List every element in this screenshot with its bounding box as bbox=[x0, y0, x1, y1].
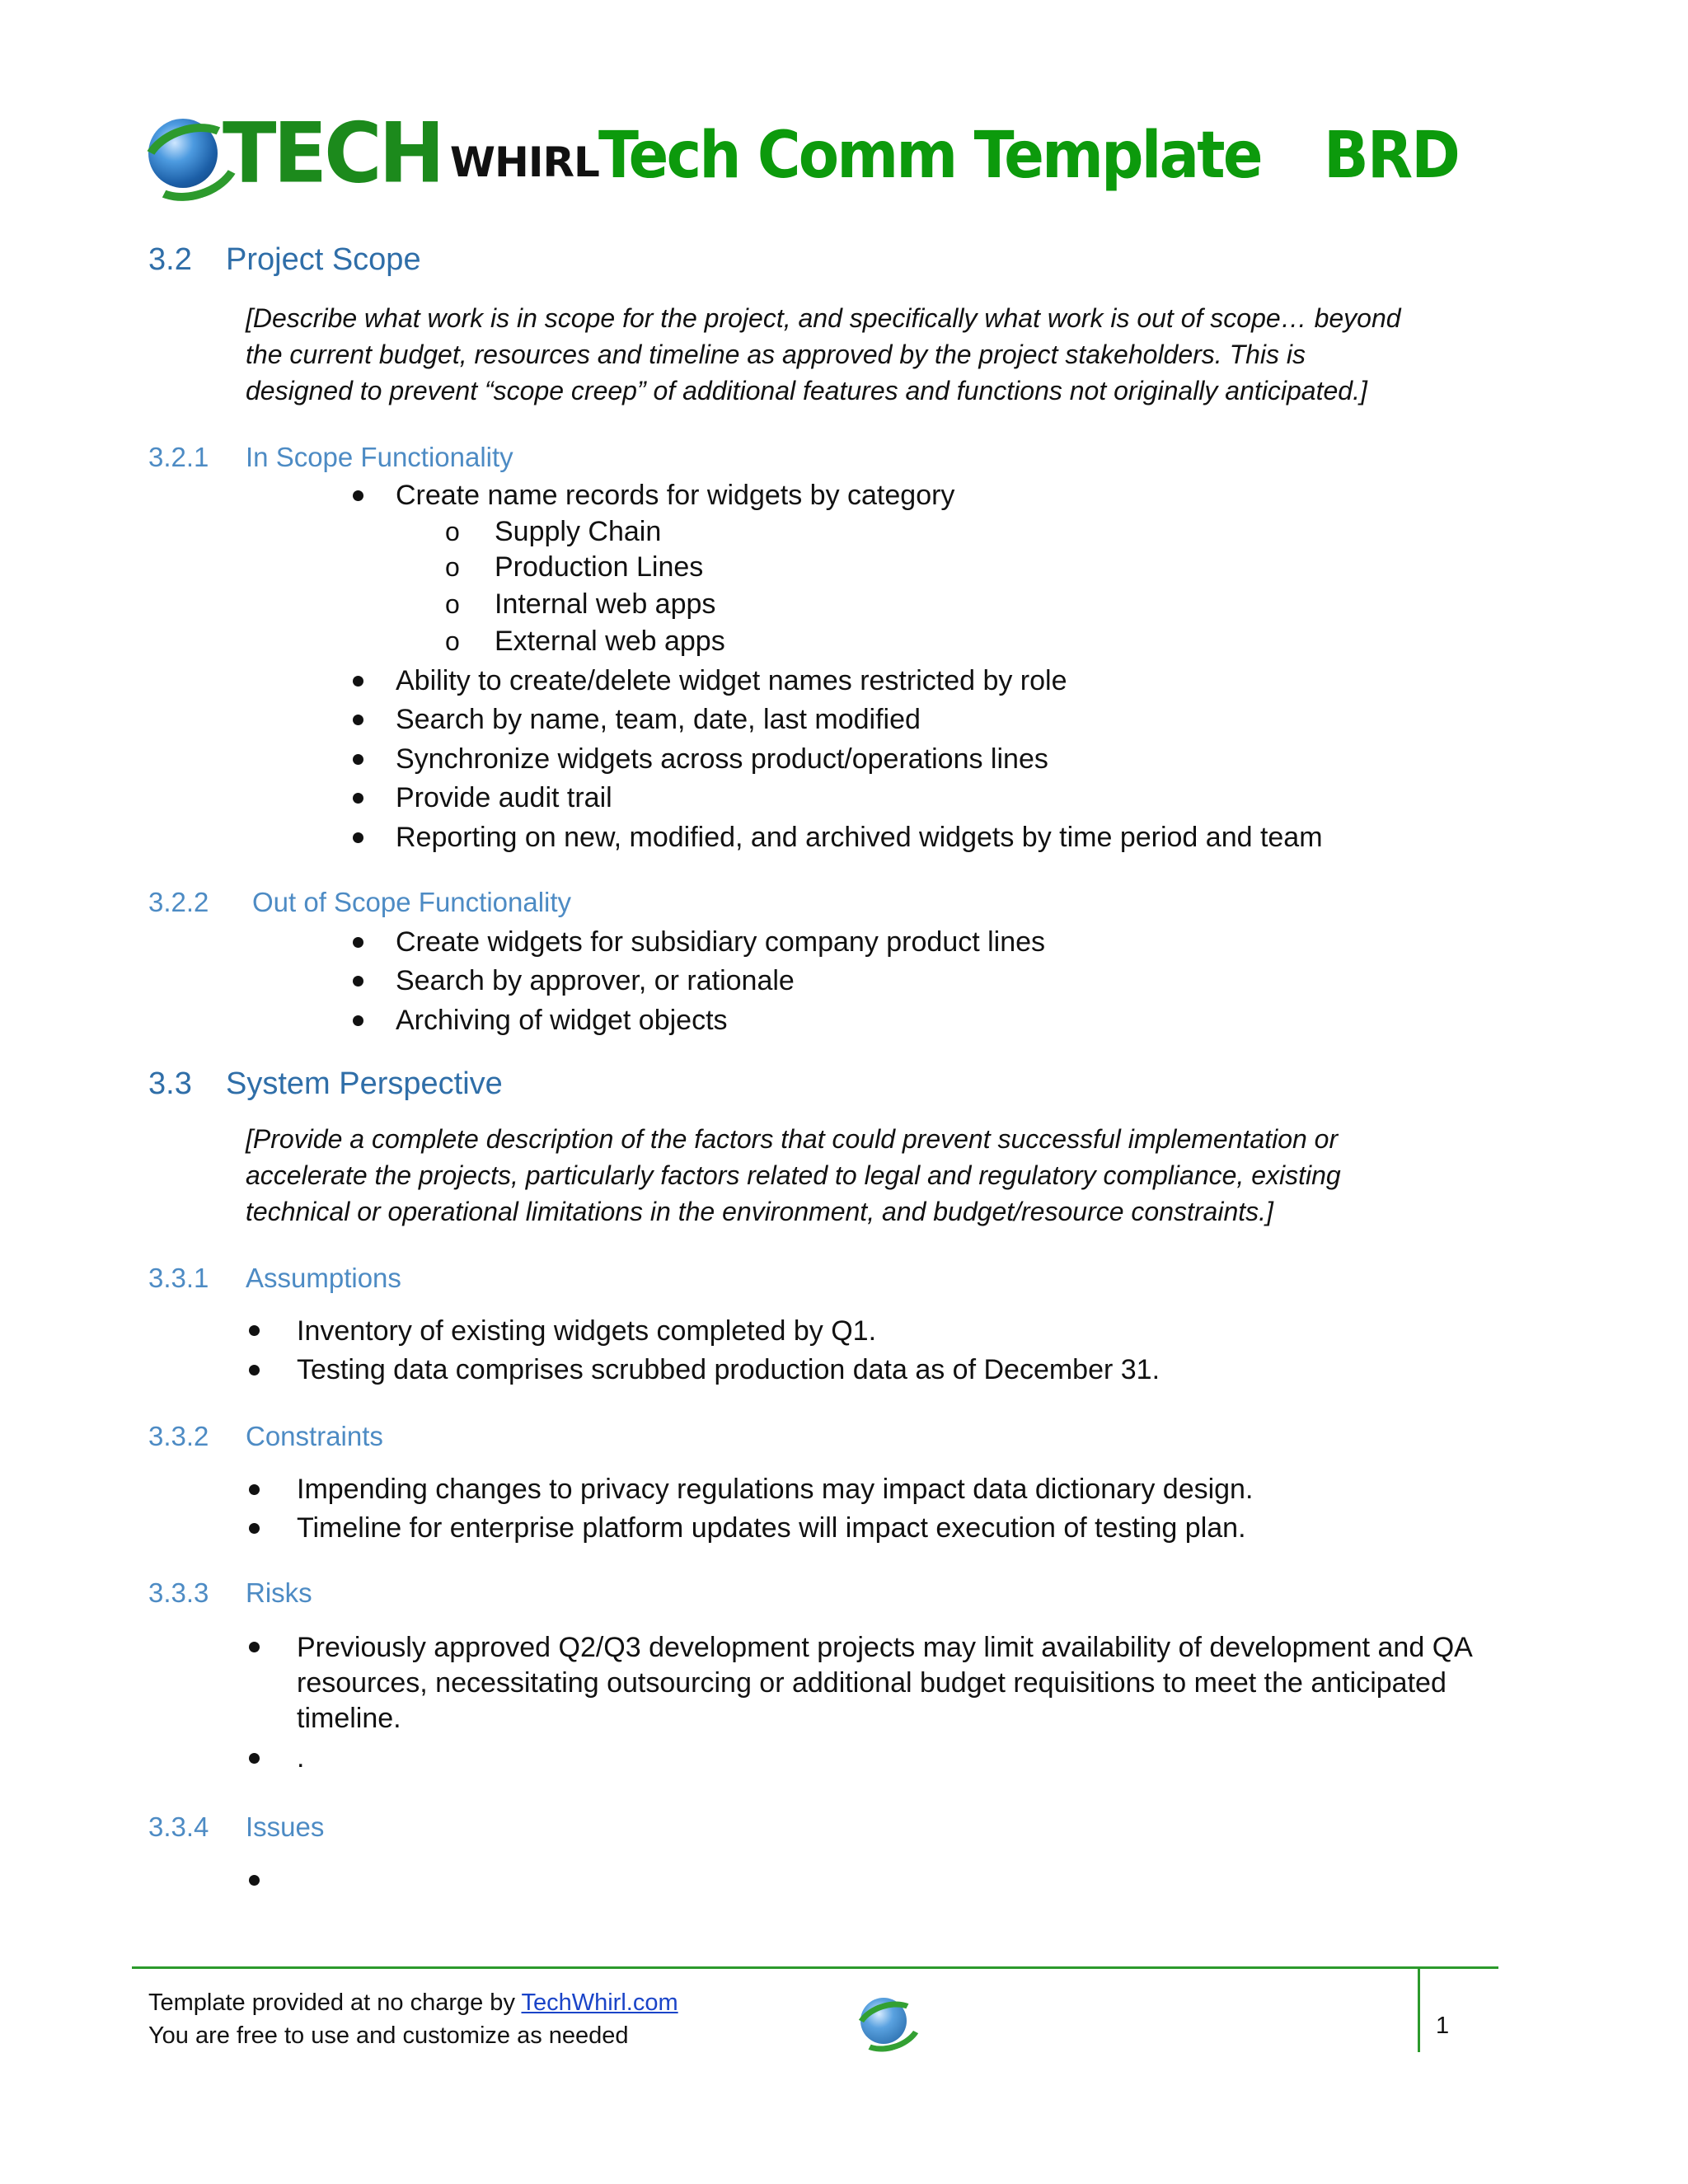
logo-whirl-text: WHIRL bbox=[449, 138, 599, 186]
list-item: Ability to create/delete widget names restricted by role bbox=[396, 665, 1067, 696]
footer-globe-icon bbox=[860, 1998, 907, 2044]
heading-3-3-3 bbox=[148, 1577, 312, 1608]
list-item bbox=[297, 1630, 1582, 1736]
bullet-icon bbox=[249, 1365, 260, 1376]
list-item-line: timeline. bbox=[297, 1703, 401, 1734]
list-item: Archiving of widget objects bbox=[396, 1005, 728, 1036]
logo-tech-text: TECH bbox=[223, 105, 442, 202]
list-item: Search by name, team, date, last modified bbox=[396, 704, 921, 735]
footer-line-1 bbox=[148, 1991, 678, 2015]
globe-icon bbox=[148, 119, 218, 188]
heading-title: Project Scope bbox=[226, 242, 421, 277]
bullet-icon bbox=[249, 1753, 260, 1764]
heading-3-2-1 bbox=[148, 442, 513, 472]
footer-text: Template provided at no charge by bbox=[148, 1990, 522, 2016]
list-item-line: Previously approved Q2/Q3 development projects may limit availability of development and QA bbox=[297, 1632, 1473, 1663]
sub-list-item: Supply Chain bbox=[495, 516, 662, 547]
heading-number: 3.3.1 bbox=[148, 1263, 209, 1293]
heading-number: 3.3.2 bbox=[148, 1421, 209, 1451]
heading-title: Out of Scope Functionality bbox=[252, 887, 572, 917]
footer-vertical-divider bbox=[1418, 1966, 1420, 2052]
bullet-icon bbox=[249, 1523, 260, 1534]
page-number: 1 bbox=[1436, 2013, 1450, 2039]
list-item: . bbox=[297, 1742, 305, 1774]
circle-bullet-icon: o bbox=[445, 626, 460, 656]
header-doc-code: BRD bbox=[1324, 119, 1460, 193]
heading-title: In Scope Functionality bbox=[246, 442, 513, 472]
header-title: Tech Comm Template bbox=[598, 119, 1261, 193]
project-scope-description bbox=[246, 300, 1556, 409]
heading-3-3-2 bbox=[148, 1421, 383, 1451]
list-item-line: resources, necessitating outsourcing or additional budget requisitions to meet the anticipated bbox=[297, 1667, 1447, 1699]
bullet-icon bbox=[249, 1484, 260, 1495]
heading-3-3-1 bbox=[148, 1263, 401, 1293]
list-item: Synchronize widgets across product/operations lines bbox=[396, 743, 1048, 775]
list-item: Provide audit trail bbox=[396, 782, 612, 813]
footer-line-2: You are free to use and customize as needed bbox=[148, 2022, 629, 2049]
heading-3-3 bbox=[148, 1066, 503, 1101]
circle-bullet-icon: o bbox=[445, 589, 460, 619]
bullet-icon bbox=[353, 754, 363, 765]
bullet-icon bbox=[353, 676, 363, 687]
list-item: Testing data comprises scrubbed production data as of December 31. bbox=[297, 1354, 1160, 1385]
bullet-icon bbox=[353, 490, 363, 501]
list-item: Inventory of existing widgets completed by Q1. bbox=[297, 1315, 877, 1347]
bullet-icon bbox=[353, 976, 363, 987]
sub-list-item: Internal web apps bbox=[495, 588, 716, 620]
bullet-icon bbox=[353, 832, 363, 843]
heading-number: 3.3.3 bbox=[148, 1577, 209, 1608]
heading-title: Risks bbox=[246, 1577, 312, 1608]
description-line: accelerate the projects, particularly factors related to legal and regulatory compliance, existing bbox=[246, 1160, 1341, 1190]
description-line: [Provide a complete description of the factors that could prevent successful implementation or bbox=[246, 1124, 1339, 1154]
heading-number: 3.3 bbox=[148, 1066, 192, 1101]
bullet-icon bbox=[353, 715, 363, 725]
description-line: [Describe what work is in scope for the project, and specifically what work is out of scope… beyond bbox=[246, 303, 1401, 333]
sub-list-item: Production Lines bbox=[495, 551, 704, 583]
heading-title: Constraints bbox=[246, 1421, 383, 1451]
heading-3-3-4 bbox=[148, 1811, 325, 1842]
techwhirl-link[interactable]: TechWhirl.com bbox=[521, 1990, 678, 2016]
heading-title: Issues bbox=[246, 1811, 325, 1842]
heading-3-2 bbox=[148, 242, 421, 277]
heading-number: 3.3.4 bbox=[148, 1811, 209, 1842]
techwhirl-logo bbox=[148, 105, 599, 202]
heading-number: 3.2.2 bbox=[148, 887, 209, 917]
bullet-icon bbox=[249, 1875, 260, 1886]
bullet-icon bbox=[249, 1642, 260, 1652]
description-line: designed to prevent “scope creep” of additional features and functions not originally anticipated.] bbox=[246, 376, 1367, 405]
circle-bullet-icon: o bbox=[445, 552, 460, 582]
list-item: Search by approver, or rationale bbox=[396, 965, 795, 996]
circle-bullet-icon: o bbox=[445, 517, 460, 546]
list-item: Timeline for enterprise platform updates will impact execution of testing plan. bbox=[297, 1512, 1246, 1544]
list-item: Create name records for widgets by category bbox=[396, 480, 955, 511]
system-perspective-description bbox=[246, 1121, 1556, 1230]
list-item: Impending changes to privacy regulations may impact data dictionary design. bbox=[297, 1474, 1254, 1505]
description-line: technical or operational limitations in the environment, and budget/resource constraints.] bbox=[246, 1197, 1273, 1226]
bullet-icon bbox=[353, 1015, 363, 1026]
bullet-icon bbox=[353, 937, 363, 948]
list-item: Reporting on new, modified, and archived widgets by time period and team bbox=[396, 822, 1323, 853]
bullet-icon bbox=[353, 793, 363, 804]
heading-3-2-2 bbox=[148, 887, 572, 917]
bullet-icon bbox=[249, 1325, 260, 1336]
description-line: the current budget, resources and timeline as approved by the project stakeholders. This is bbox=[246, 340, 1306, 369]
heading-title: Assumptions bbox=[246, 1263, 401, 1293]
sub-list-item: External web apps bbox=[495, 626, 725, 657]
heading-number: 3.2.1 bbox=[148, 442, 209, 472]
footer-divider bbox=[132, 1966, 1498, 1969]
heading-title: System Perspective bbox=[226, 1066, 503, 1101]
list-item: Create widgets for subsidiary company product lines bbox=[396, 926, 1046, 958]
heading-number: 3.2 bbox=[148, 242, 192, 277]
